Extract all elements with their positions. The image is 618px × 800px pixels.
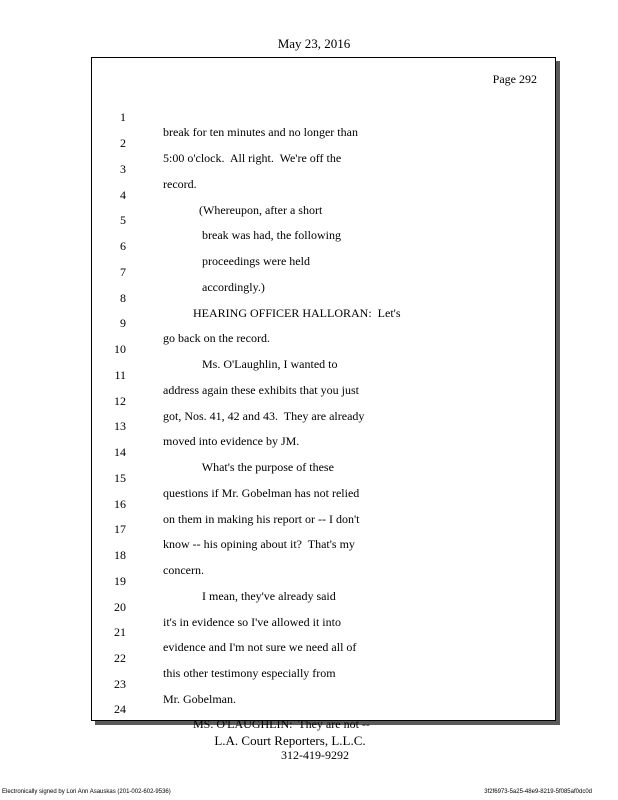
line-text: evidence and I'm not sure we need all of: [163, 640, 357, 654]
transcript-line: [104, 301, 270, 345]
line-text: know -- his opining about it? That's my: [163, 537, 355, 551]
document-id: 3f2f6973-5a25-48e9-8219-5f085af0dc0d: [484, 789, 592, 795]
line-number: 1: [120, 110, 126, 124]
line-text: concern.: [163, 563, 204, 577]
line-number: 15: [114, 471, 126, 485]
line-number: 18: [114, 548, 126, 562]
line-number: 8: [120, 291, 126, 305]
line-number: 19: [114, 574, 126, 588]
line-number: 9: [120, 316, 126, 330]
line-number: 24: [114, 702, 126, 716]
line-text: Ms. O'Laughlin, I wanted to: [163, 357, 338, 371]
line-number: 16: [114, 497, 126, 511]
line-text: What's the purpose of these: [163, 460, 334, 474]
line-number: 4: [120, 188, 126, 202]
transcript-line: [104, 533, 204, 577]
line-text: moved into evidence by JM.: [163, 434, 300, 448]
line-text: this other testimony especially from: [163, 666, 336, 680]
line-number: 7: [120, 265, 126, 279]
line-text: questions if Mr. Gobelman has not relied: [163, 486, 360, 500]
line-text: (Whereupon, after a short: [163, 203, 323, 217]
transcript-line: [104, 95, 358, 139]
footer-phone: 312-419-9292: [281, 748, 349, 762]
line-number: 21: [114, 625, 126, 639]
line-number: 13: [114, 419, 126, 433]
line-text: MS. O'LAUGHLIN: They are not --: [163, 717, 370, 731]
line-number: 12: [114, 394, 126, 408]
line-text: on them in making his report or -- I don't: [163, 512, 360, 526]
line-number: 5: [120, 213, 126, 227]
line-number: 14: [114, 445, 126, 459]
line-text: Mr. Gobelman.: [163, 692, 236, 706]
line-text: go back on the record.: [163, 331, 270, 345]
transcript-line: [104, 662, 236, 706]
line-number: 2: [120, 136, 126, 150]
line-text: break for ten minutes and no longer than: [163, 125, 358, 139]
line-text: proceedings were held: [163, 254, 310, 268]
transcript-page: [91, 57, 556, 731]
line-text: I mean, they've already said: [163, 589, 336, 603]
footer-company: L.A. Court Reporters, L.L.C.: [214, 733, 366, 748]
line-text: 5:00 o'clock. All right. We're off the: [163, 151, 342, 165]
line-text: break was had, the following: [163, 228, 341, 242]
line-text: HEARING OFFICER HALLORAN: Let's: [163, 306, 401, 320]
electronic-signature: Electronically signed by Lori Ann Asauskas (201-002-602-9536): [2, 789, 171, 795]
line-number: 6: [120, 239, 126, 253]
line-number: 10: [114, 342, 126, 356]
line-number: 22: [114, 651, 126, 665]
line-text: it's in evidence so I've allowed it into: [163, 615, 341, 629]
transcript-line: [104, 147, 197, 191]
line-number: 20: [114, 600, 126, 614]
line-text: record.: [163, 177, 197, 191]
line-number: 23: [114, 677, 126, 691]
line-text: got, Nos. 41, 42 and 43. They are already: [163, 409, 365, 423]
line-text: accordingly.): [163, 280, 265, 294]
line-number: 17: [114, 522, 126, 536]
line-number: 11: [114, 368, 126, 382]
line-number: 3: [120, 162, 126, 176]
transcript-date: May 23, 2016: [277, 36, 351, 51]
line-text: address again these exhibits that you just: [163, 383, 359, 397]
page-number: Page 292: [492, 72, 537, 86]
